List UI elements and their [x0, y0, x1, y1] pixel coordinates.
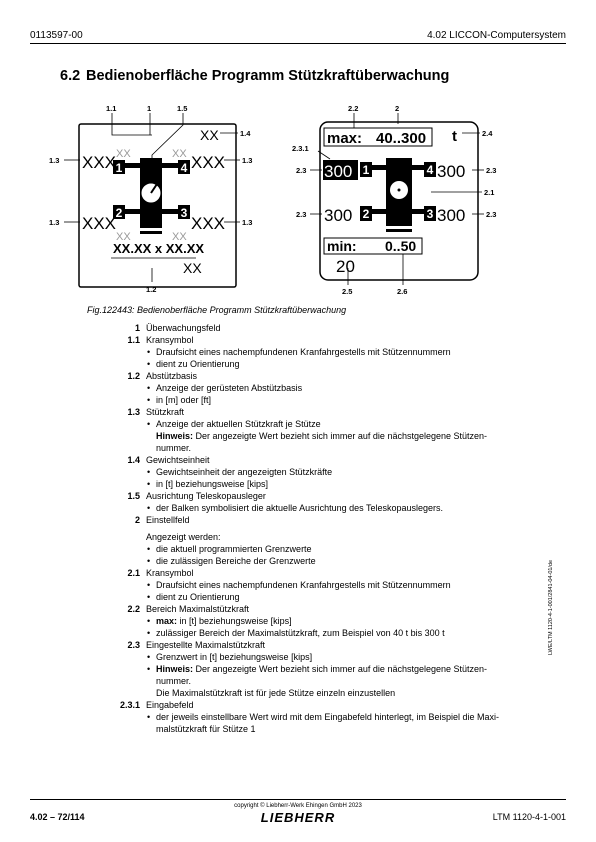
legend-entry-1-4 [0, 454, 596, 490]
legend-entry-1-1 [0, 334, 596, 370]
footer-divider [30, 799, 566, 800]
hint-text-continued: nummer. [156, 443, 192, 453]
right-slewing-center [398, 189, 401, 192]
entry-title: Abstützbasis [146, 371, 198, 381]
left-screen-monitoring-field [49, 104, 252, 294]
callout-1-3-right-top: 1.3 [242, 156, 253, 165]
hint-text: Der angezeigte Wert bezieht sich immer auf die nächstgelegene Stützen- [193, 431, 488, 441]
right-outrigger-front [372, 165, 426, 170]
hint-text: Der angezeigte Wert bezieht sich immer auf die nächstgelegene Stützen- [193, 664, 488, 674]
legend-entry-1 [0, 322, 596, 334]
footer-doc-number: LTM 1120-4-1-001 [492, 812, 566, 822]
right-badge-4-label: 4 [426, 163, 434, 177]
title-text: Bedienoberfläche Programm Stützkraftüberwachung [86, 68, 450, 84]
entry-bullet [146, 615, 536, 627]
left-badge-3-label: 3 [180, 206, 188, 220]
left-force-4: XXX [191, 153, 226, 172]
callout-1-2: 1.2 [146, 285, 157, 294]
callout-1-4: 1.4 [240, 129, 251, 138]
right-badge-1-label: 1 [362, 163, 370, 177]
bullet-continued: malstützkraft für Stütze 1 [156, 724, 256, 734]
right-badge-2-label: 2 [362, 207, 370, 221]
legend-entry-2-2 [0, 603, 596, 639]
callout-2-4: 2.4 [482, 129, 493, 138]
callout-1-3-left-top: 1.3 [49, 156, 60, 165]
min-value: 20 [336, 257, 355, 276]
entry-bullet: • der Balken symbolisiert die aktuelle Ausrichtung des Teleskopauslegers. [146, 502, 536, 514]
left-outrigger-rear [118, 209, 184, 214]
force-value-1: 300 [324, 162, 353, 181]
entry-bullet [146, 663, 536, 675]
entry-number: 2 [134, 515, 140, 525]
hint-label: Hinweis: [156, 431, 194, 441]
entry-title: Ausrichtung Teleskopausleger [146, 491, 266, 501]
callout-2-3-1: 2.3.1 [292, 144, 309, 153]
right-outrigger-rear [372, 209, 426, 214]
callout-2: 2 [395, 104, 400, 113]
callout-2-2: 2.2 [348, 104, 359, 113]
header-section: 4.02 LICCON-Computersystem [427, 30, 566, 41]
entry-bullet: • in [m] oder [ft] [146, 394, 536, 406]
left-length-unit: XX [183, 260, 202, 276]
entry-number: 1.1 [127, 335, 140, 345]
callout-2-3-left-bottom: 2.3 [296, 210, 307, 219]
callout-1: 1 [147, 104, 152, 113]
left-force-2: XXX [82, 214, 117, 233]
left-badge-4-label: 4 [180, 161, 188, 175]
entry-title: Eingabefeld [146, 700, 194, 710]
left-limit-4: XX [172, 148, 187, 160]
title-number: 6.2 [60, 68, 81, 84]
figure-user-interface [0, 0, 596, 300]
entry-number: 2.2 [127, 604, 140, 614]
entry-bullet: • die zulässigen Bereiche der Grenzwerte [146, 555, 536, 567]
callout-2-3-right-bottom: 2.3 [486, 210, 497, 219]
footer-copyright: copyright © Liebherr-Werk Ehingen GmbH 2023 [234, 803, 362, 809]
entry-number: 2.3.1 [119, 700, 140, 710]
entry-bullet: • der jeweils einstellbare Wert wird mit dem Eingabefeld hinterlegt, im Beispiel die Maxi- [146, 711, 536, 723]
entry-bullet: • Draufsicht eines nachempfundenen Kranfahrgestells mit Stützennummern [146, 346, 536, 358]
entry-bullet: • Gewichtseinheit der angezeigten Stützkräfte [146, 466, 536, 478]
hint-text-continued: nummer. [156, 676, 192, 686]
entry-bullet: • Anzeige der aktuellen Stützkraft je Stütze [146, 418, 536, 430]
callout-1-3-left-bottom: 1.3 [49, 218, 60, 227]
left-badge-1-label: 1 [115, 161, 123, 175]
max-label: max: [327, 130, 363, 147]
legend-entry-2-3-1 [0, 699, 596, 735]
entry-number: 1 [134, 323, 140, 333]
hint-label: Hinweis: [156, 664, 194, 674]
entry-bullet: • zulässiger Bereich der Maximalstützkraft, zum Beispiel von 40 t bis 300 t [146, 627, 536, 639]
entry-bullet: • Grenzwert in [t] beziehungsweise [kips] [146, 651, 536, 663]
figure-caption: Fig.122443: Bedienoberfläche Programm Stützkraftüberwachung [87, 305, 347, 315]
left-limit-1: XX [116, 148, 131, 160]
callout-2-3-left-top: 2.3 [296, 166, 307, 175]
left-limit-2: XX [116, 231, 131, 243]
callout-1-5: 1.5 [177, 104, 188, 113]
right-weight-unit: t [452, 128, 457, 145]
entry-hint [146, 430, 536, 442]
left-crane-stripe [140, 228, 162, 231]
entry-bullet: • in [t] beziehungsweise [kips] [146, 478, 536, 490]
force-value-4: 300 [437, 162, 466, 181]
entry-title: Bereich Maximalstützkraft [146, 604, 250, 614]
max-range: 40..300 [376, 130, 427, 147]
entry-title: Kransymbol [146, 335, 194, 345]
right-screen-setting-field [292, 104, 496, 296]
entry-number: 2.1 [127, 568, 140, 578]
entry-bullet: • dient zu Orientierung [146, 358, 536, 370]
right-badge-3-label: 3 [426, 207, 434, 221]
entry-title: Gewichtseinheit [146, 455, 210, 465]
left-weight-unit: XX [200, 127, 219, 143]
entry-intro: Angezeigt werden: [146, 532, 221, 542]
legend-entry-2 [0, 514, 596, 567]
entry-number: 1.2 [127, 371, 140, 381]
left-limit-3: XX [172, 231, 187, 243]
callout-2-1: 2.1 [484, 188, 495, 197]
entry-number: 1.4 [127, 455, 140, 465]
legend-entry-2-3 [0, 639, 596, 699]
callout-2-5: 2.5 [342, 287, 353, 296]
entry-number: 1.3 [127, 407, 140, 417]
entry-bullet: • dient zu Orientierung [146, 591, 536, 603]
left-support-base: XX.XX x XX.XX [113, 241, 205, 256]
legend-list [0, 322, 596, 735]
force-value-3: 300 [437, 206, 466, 225]
legend-entry-1-2 [0, 370, 596, 406]
min-range: 0..50 [385, 238, 417, 254]
entry-number: 1.5 [127, 491, 140, 501]
entry-title: Stützkraft [146, 407, 185, 417]
left-outrigger-front [118, 163, 184, 168]
entry-bullet: • Draufsicht eines nachempfundenen Kranfahrgestells mit Stützennummern [146, 579, 536, 591]
legend-entry-2-1 [0, 567, 596, 603]
entry-number: 2.3 [127, 640, 140, 650]
min-label: min: [327, 238, 357, 254]
left-force-1: XXX [82, 153, 117, 172]
left-badge-2-label: 2 [115, 206, 123, 220]
left-force-3: XXX [191, 214, 226, 233]
hint-text-extra: Die Maximalstützkraft ist für jede Stütze einzeln einzustellen [156, 688, 396, 698]
header-doc-id: 0113597-00 [30, 30, 83, 41]
callout-2-3-right-top: 2.3 [486, 166, 497, 175]
entry-title: Überwachungsfeld [146, 323, 221, 333]
side-doc-reference: LWE/LTM 1120-4-1-001/2841-04-01/de [548, 559, 554, 655]
liebherr-logo: LIEBHERR [260, 810, 336, 825]
entry-bullet: • die aktuell programmierten Grenzwerte [146, 543, 536, 555]
bullet-bold-label: max: [156, 616, 178, 626]
entry-title: Eingestellte Maximalstützkraft [146, 640, 266, 650]
legend-entry-1-3 [0, 406, 596, 454]
bullet-text: in [t] beziehungsweise [kips] [177, 616, 292, 626]
entry-title: Einstellfeld [146, 515, 190, 525]
force-value-2: 300 [324, 206, 353, 225]
callout-1-3-right-bottom: 1.3 [242, 218, 253, 227]
legend-entry-1-5 [0, 490, 596, 514]
callout-2-6: 2.6 [397, 287, 408, 296]
right-crane-stripe [386, 226, 412, 229]
footer-page-number: 4.02 – 72/114 [30, 812, 85, 822]
entry-title: Kransymbol [146, 568, 194, 578]
entry-bullet: • Anzeige der gerüsteten Abstützbasis [146, 382, 536, 394]
callout-1-1: 1.1 [106, 104, 117, 113]
